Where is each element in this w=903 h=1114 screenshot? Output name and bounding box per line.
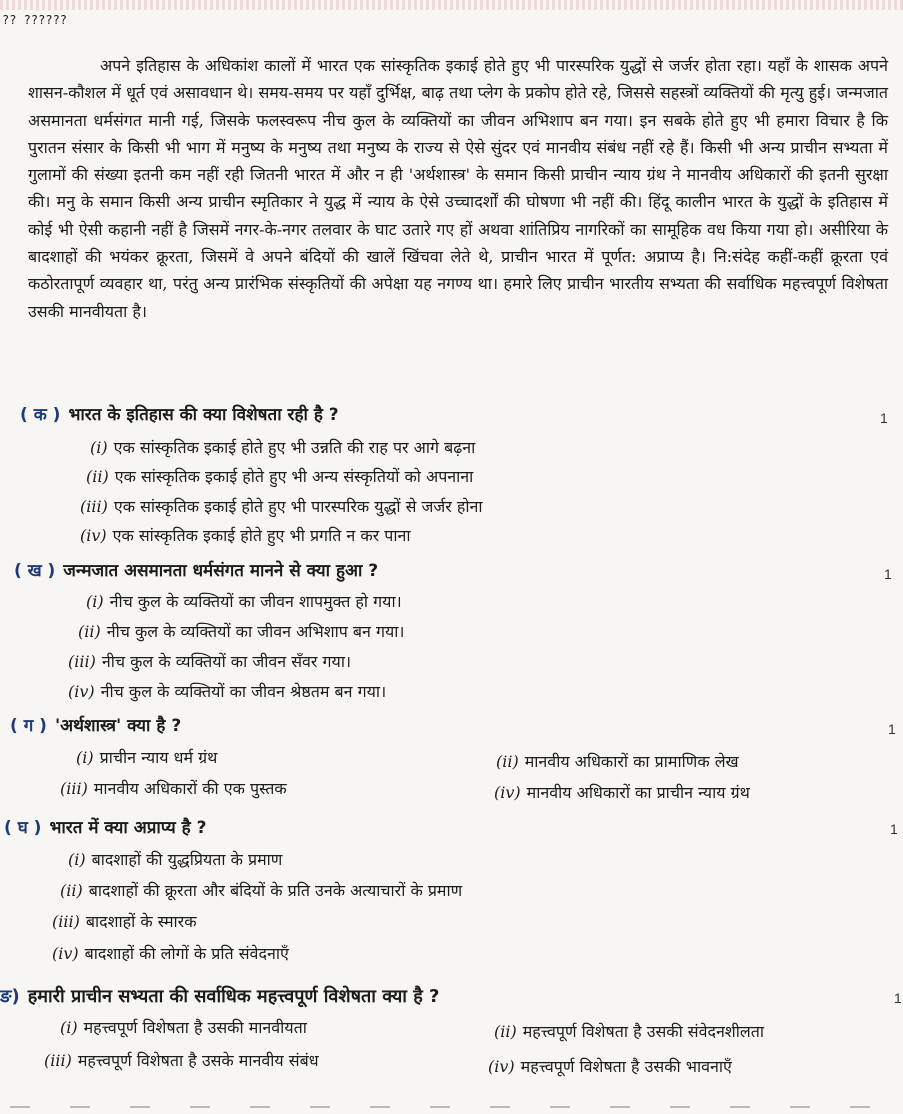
question-kha-marks: 1 xyxy=(884,566,892,582)
option-text: बादशाहों की युद्धप्रियता के प्रमाण xyxy=(91,850,283,869)
option-text: महत्त्वपूर्ण विशेषता है उसकी भावनाएँ xyxy=(520,1057,732,1076)
option-number: (iv) xyxy=(68,682,95,701)
option-number: (ii) xyxy=(496,752,519,771)
option-text: महत्त्वपूर्ण विशेषता है उसकी संवेदनशीलता xyxy=(522,1022,765,1041)
question-ka-label: ( क ) xyxy=(20,405,61,425)
passage-text: अपने इतिहास के अधिकांश कालों में भारत एक सांस्कृतिक इकाई होते हुए भी पारस्परिक युद्धों से जर्जर होता रहा। यहाँ के शासक अपने शासन-कौशल में धूर्त एवं असावधान थे। समय-समय पर यहाँ दुर्भिक्ष, बाढ़ तथा प्लेग के प्रकोप होते रहे, जिससे सहस्त्रों व्यक्तियों की मृत्यु हुई। जन्मजात असमानता धर्मसंगत मानी गई, जिसके फलस्वरूप नीच कुल के व्यक्तियों का जीवन अभिशाप बन गया। इन सबके होते हुए भी हमारा विचार है कि पुरातन संसार के किसी भी भाग में मनुष्य के मनुष्य तथा मनुष्य के राज्य से ऐसे सुंदर एवं मानवीय संबंध नहीं रहे हैं। किसी भी अन्य प्राचीन सभ्यता में गुलामों की संख्या इतनी कम नहीं रही जितनी भारत में और न ही 'अर्थशास्त्र' के समान किसी प्राचीन न्याय ग्रंथ ने मानवीय अधिकारों की इतनी सुरक्षा की। मनु के समान किसी अन्य प्राचीन स्मृतिकार ने युद्ध में न्याय के ऐसे उच्चादर्शों की घोषणा भी नहीं की। हिंदू कालीन भारत के युद्धों के इतिहास में कोई भी ऐसी कहानी नहीं है जिसमें नगर-के-नगर तलवार के घाट उतारे गए हों अथवा शांतिप्रिय नागरिकों का सामूहिक वध किया गया हो। असीरिया के बादशाहों की भयंकर क्रूरता, जिसमें वे अपने बंदियों की खालें खिंचवा लेते थे, प्राचीन भारत में पूर्णत: अप्राप्य है। नि:संदेह कहीं-कहीं क्रूरता एवं कठोरतापूर्ण व्यवहार था, परंतु अन्य प्रारंभिक संस्कृतियों की अपेक्षा यह नगण्य था। हमारे लिए प्राचीन भारतीय सभ्यता की सर्वाधिक महत्त्वपूर्ण विशेषता उसकी मानवीयता है। xyxy=(28,56,888,321)
question-gha-option-1 xyxy=(68,848,282,870)
question-ga-label: ( ग ) xyxy=(10,716,47,736)
option-number: (iii) xyxy=(68,652,96,671)
question-kha-option-4 xyxy=(68,680,386,702)
question-kha-option-3 xyxy=(68,650,351,672)
option-number: (iii) xyxy=(52,912,80,931)
question-nga-text: हमारी प्राचीन सभ्यता की सर्वाधिक महत्त्वपूर्ण विशेषता क्या है ? xyxy=(27,986,440,1007)
question-ka-marks: 1 xyxy=(880,410,888,426)
question-ga-option-3 xyxy=(60,777,287,799)
question-ga-option-1 xyxy=(76,746,217,768)
option-number: (i) xyxy=(68,850,86,869)
question-kha-label: ( ख ) xyxy=(14,561,56,581)
question-ka-option-4 xyxy=(80,524,411,546)
question-ga-text: 'अर्थशास्त्र' क्या है ? xyxy=(54,716,182,736)
question-kha-heading xyxy=(14,558,378,581)
header-glyphs: ?? ?????? xyxy=(2,13,68,27)
question-ga-heading xyxy=(10,713,181,736)
question-ga-marks: 1 xyxy=(888,721,896,737)
option-number: (ii) xyxy=(60,881,83,900)
question-nga-label: ङ) xyxy=(0,986,20,1007)
option-text: नीच कुल के व्यक्तियों का जीवन श्रेष्ठतम बन गया। xyxy=(100,682,387,701)
option-number: (i) xyxy=(76,748,94,767)
option-text: मानवीय अधिकारों का प्राचीन न्याय ग्रंथ xyxy=(526,783,750,802)
question-ka-option-1 xyxy=(90,436,475,458)
option-text: मानवीय अधिकारों का प्रामाणिक लेख xyxy=(524,752,739,771)
question-kha-option-1 xyxy=(86,590,402,612)
option-text: बादशाहों की लोगों के प्रति संवेदनाएँ xyxy=(84,944,289,963)
option-number: (i) xyxy=(90,438,108,457)
question-ga-option-2 xyxy=(496,750,739,772)
question-gha-option-4 xyxy=(52,942,289,964)
question-gha-text: भारत में क्या अप्राप्य है ? xyxy=(49,818,207,838)
question-gha-option-2 xyxy=(60,879,462,901)
question-kha-option-2 xyxy=(78,620,405,642)
option-number: (iii) xyxy=(80,497,108,516)
option-text: एक सांस्कृतिक इकाई होते हुए भी पारस्परिक युद्धों से जर्जर होना xyxy=(113,497,483,516)
question-ka-text: भारत के इतिहास की क्या विशेषता रही है ? xyxy=(68,405,339,425)
question-ka-heading xyxy=(20,402,339,425)
option-text: महत्त्वपूर्ण विशेषता है उसकी मानवीयता xyxy=(83,1018,307,1037)
option-number: (i) xyxy=(86,592,104,611)
option-number: (iii) xyxy=(60,779,88,798)
option-number: (iii) xyxy=(44,1051,72,1070)
option-number: (iv) xyxy=(52,944,79,963)
option-number: (ii) xyxy=(86,467,109,486)
question-gha-option-3 xyxy=(52,910,197,932)
option-text: एक सांस्कृतिक इकाई होते हुए भी प्रगति न कर पाना xyxy=(112,526,411,545)
question-nga-marks: 1 xyxy=(894,990,902,1006)
question-kha-text: जन्मजात असमानता धर्मसंगत मानने से क्या हुआ ? xyxy=(63,561,379,581)
option-number: (i) xyxy=(60,1018,78,1037)
question-nga-option-1 xyxy=(60,1016,307,1038)
bottom-divider xyxy=(10,1106,890,1108)
option-number: (ii) xyxy=(78,622,101,641)
option-text: महत्त्वपूर्ण विशेषता है उसके मानवीय संबंध xyxy=(77,1051,319,1070)
option-text: एक सांस्कृतिक इकाई होते हुए भी उन्नति की राह पर आगे बढ़ना xyxy=(113,438,476,457)
question-nga-option-2 xyxy=(494,1020,764,1042)
question-nga-option-3 xyxy=(44,1049,319,1071)
option-text: बादशाहों की क्रूरता और बंदियों के प्रति उनके अत्याचारों के प्रमाण xyxy=(88,881,463,900)
option-text: प्राचीन न्याय धर्म ग्रंथ xyxy=(99,748,218,767)
question-gha-marks: 1 xyxy=(890,821,898,837)
option-text: एक सांस्कृतिक इकाई होते हुए भी अन्य संस्कृतियों को अपनाना xyxy=(114,467,474,486)
option-number: (iv) xyxy=(494,783,521,802)
option-text: बादशाहों के स्मारक xyxy=(85,912,197,931)
question-nga-option-4 xyxy=(488,1055,732,1077)
top-decorative-band xyxy=(0,0,903,10)
option-number: (iv) xyxy=(80,526,107,545)
option-text: नीच कुल के व्यक्तियों का जीवन सँवर गया। xyxy=(101,652,352,671)
question-ka-option-3 xyxy=(80,495,483,517)
option-text: नीच कुल के व्यक्तियों का जीवन शापमुक्त हो गया। xyxy=(109,592,402,611)
question-ga-option-4 xyxy=(494,781,750,803)
passage xyxy=(28,52,888,325)
question-gha-label: ( घ ) xyxy=(4,818,42,838)
question-gha-heading xyxy=(4,815,206,838)
question-ka-option-2 xyxy=(86,465,473,487)
option-number: (iv) xyxy=(488,1057,515,1076)
question-nga-heading xyxy=(0,984,439,1008)
option-text: नीच कुल के व्यक्तियों का जीवन अभिशाप बन गया। xyxy=(106,622,405,641)
option-text: मानवीय अधिकारों की एक पुस्तक xyxy=(93,779,287,798)
option-number: (ii) xyxy=(494,1022,517,1041)
